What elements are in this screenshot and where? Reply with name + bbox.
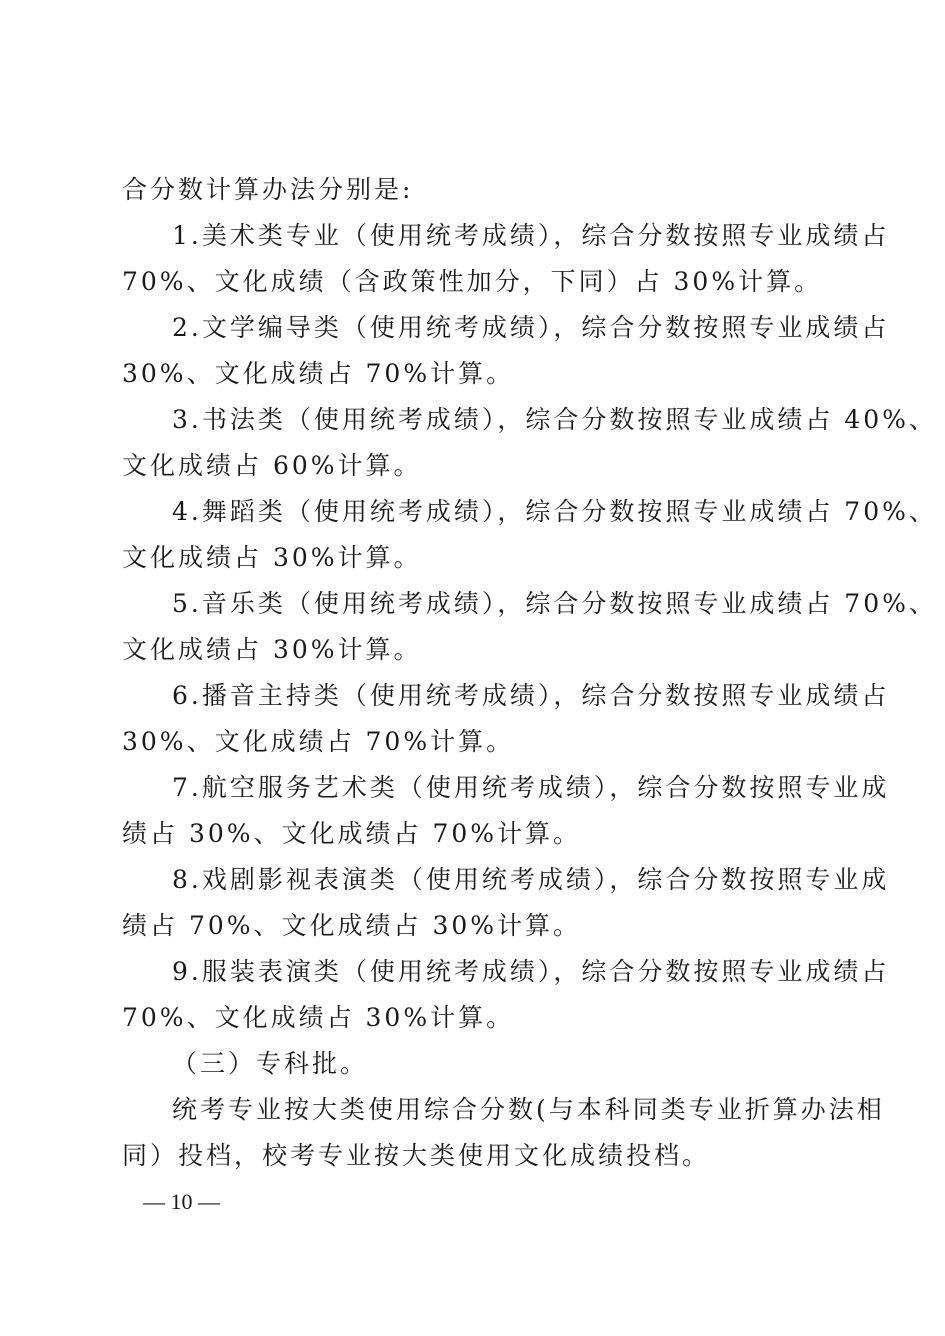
list-item-5: 5.音乐类（使用统考成绩），综合分数按照专业成绩占 70%、	[172, 589, 937, 618]
text-line: 绩占 30%、文化成绩占 70%计算。	[122, 819, 582, 848]
text-line: 文化成绩占 30%计算。	[122, 635, 422, 664]
list-item-6: 6.播音主持类（使用统考成绩），综合分数按照专业成绩占	[172, 681, 890, 710]
text-line: 30%、文化成绩占 70%计算。	[122, 727, 515, 756]
section-heading: （三）专科批。	[172, 1049, 369, 1078]
text-line: 文化成绩占 60%计算。	[122, 451, 422, 480]
text-line: 绩占 70%、文化成绩占 30%计算。	[122, 911, 582, 940]
text-line: 30%、文化成绩占 70%计算。	[122, 359, 515, 388]
text-line: 文化成绩占 30%计算。	[122, 543, 422, 572]
list-item-9: 9.服装表演类（使用统考成绩），综合分数按照专业成绩占	[172, 957, 890, 986]
list-item-8: 8.戏剧影视表演类（使用统考成绩），综合分数按照专业成	[172, 865, 890, 894]
list-item-4: 4.舞蹈类（使用统考成绩），综合分数按照专业成绩占 70%、	[172, 497, 937, 526]
paragraph-line: 同）投档，校考专业按大类使用文化成绩投档。	[122, 1141, 711, 1170]
text-line: 合分数计算办法分别是:	[122, 175, 414, 204]
list-item-7: 7.航空服务艺术类（使用统考成绩），综合分数按照专业成	[172, 773, 890, 802]
list-item-1: 1.美术类专业（使用统考成绩），综合分数按照专业成绩占	[172, 221, 890, 250]
list-item-2: 2.文学编导类（使用统考成绩），综合分数按照专业成绩占	[172, 313, 890, 342]
paragraph-line: 统考专业按大类使用综合分数(与本科同类专业折算办法相	[172, 1095, 885, 1124]
text-line: 70%、文化成绩占 30%计算。	[122, 1003, 515, 1032]
text-line: 70%、文化成绩（含政策性加分，下同）占 30%计算。	[122, 267, 823, 296]
page-number: — 10 —	[143, 1189, 220, 1214]
list-item-3: 3.书法类（使用统考成绩），综合分数按照专业成绩占 40%、	[172, 405, 937, 434]
